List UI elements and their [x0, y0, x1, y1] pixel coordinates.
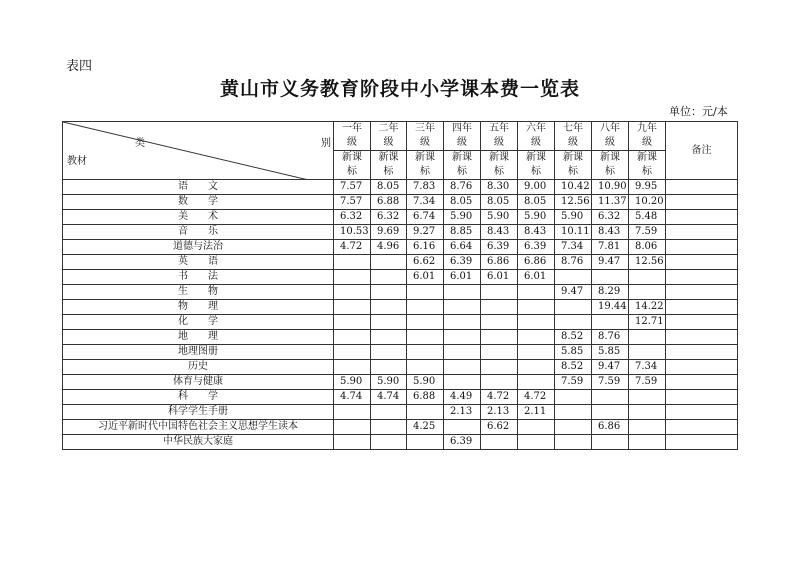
price-cell [371, 345, 407, 360]
grade-header: 一年 级 [334, 122, 371, 151]
price-cell: 2.13 [444, 405, 481, 420]
price-cell [334, 330, 371, 345]
table-row [63, 405, 738, 420]
price-cell: 7.57 [334, 195, 371, 210]
price-cell [518, 420, 555, 435]
price-cell [444, 300, 481, 315]
price-cell: 6.88 [371, 195, 407, 210]
price-cell: 7.59 [555, 375, 592, 390]
table-row [63, 345, 738, 360]
subject-cell: 地理图册 [63, 345, 334, 360]
table-row [63, 420, 738, 435]
price-cell: 6.62 [407, 255, 444, 270]
price-cell [334, 300, 371, 315]
price-cell [555, 405, 592, 420]
remark-cell [666, 210, 738, 225]
price-cell [592, 315, 629, 330]
subject-cell: 历史 [63, 360, 334, 375]
price-cell: 4.74 [334, 390, 371, 405]
price-cell [555, 270, 592, 285]
table-row [63, 180, 738, 195]
table-header [63, 122, 738, 180]
price-cell: 6.64 [444, 240, 481, 255]
table-row [63, 285, 738, 300]
price-cell: 8.30 [481, 180, 518, 195]
price-cell [629, 405, 666, 420]
table-body [63, 180, 738, 450]
price-cell [334, 435, 371, 450]
price-cell [334, 405, 371, 420]
price-cell: 10.53 [334, 225, 371, 240]
grade-header: 三年 级 [407, 122, 444, 151]
remark-cell [666, 345, 738, 360]
price-cell: 8.76 [555, 255, 592, 270]
subject-cell: 科 学 [63, 390, 334, 405]
new-standard-header: 新课 标 [555, 151, 592, 180]
price-cell [407, 345, 444, 360]
price-cell [481, 330, 518, 345]
remark-cell [666, 420, 738, 435]
price-cell: 9.47 [592, 255, 629, 270]
table-row [63, 330, 738, 345]
price-cell: 7.81 [592, 240, 629, 255]
price-cell: 9.95 [629, 180, 666, 195]
subject-cell: 物 理 [63, 300, 334, 315]
price-cell: 5.48 [629, 210, 666, 225]
corner-header-cell [63, 122, 334, 180]
remark-cell [666, 270, 738, 285]
price-cell: 7.59 [592, 375, 629, 390]
price-cell: 14.22 [629, 300, 666, 315]
remark-cell [666, 390, 738, 405]
price-cell: 5.90 [518, 210, 555, 225]
price-cell: 8.05 [518, 195, 555, 210]
price-cell [334, 285, 371, 300]
table-row [63, 240, 738, 255]
grade-header: 六年 级 [518, 122, 555, 151]
price-cell: 8.85 [444, 225, 481, 240]
new-standard-header: 新课 标 [334, 151, 371, 180]
price-cell [334, 345, 371, 360]
table-row [63, 255, 738, 270]
price-cell [592, 435, 629, 450]
price-cell [444, 285, 481, 300]
price-cell: 7.83 [407, 180, 444, 195]
price-cell [371, 420, 407, 435]
price-cell: 9.00 [518, 180, 555, 195]
price-cell [407, 315, 444, 330]
price-cell [555, 390, 592, 405]
price-cell: 6.39 [444, 435, 481, 450]
unit-label: 单位：元/本 [669, 105, 728, 118]
price-cell: 6.32 [334, 210, 371, 225]
price-cell: 12.56 [629, 255, 666, 270]
price-cell [407, 300, 444, 315]
price-cell [407, 285, 444, 300]
remark-cell [666, 375, 738, 390]
price-cell [518, 300, 555, 315]
table-row [63, 300, 738, 315]
remark-cell [666, 300, 738, 315]
price-cell: 9.69 [371, 225, 407, 240]
price-cell [629, 435, 666, 450]
grade-header: 九年 级 [629, 122, 666, 151]
price-cell [334, 420, 371, 435]
price-cell: 4.25 [407, 420, 444, 435]
price-cell: 2.13 [481, 405, 518, 420]
price-cell [444, 420, 481, 435]
price-cell: 6.01 [444, 270, 481, 285]
price-cell: 10.11 [555, 225, 592, 240]
price-cell: 8.76 [592, 330, 629, 345]
price-table [62, 121, 738, 450]
price-cell: 6.62 [481, 420, 518, 435]
new-standard-header: 新课 标 [518, 151, 555, 180]
price-cell [334, 255, 371, 270]
price-cell [518, 285, 555, 300]
subject-cell: 书 法 [63, 270, 334, 285]
price-cell [518, 360, 555, 375]
subject-cell: 数 学 [63, 195, 334, 210]
table-row [63, 360, 738, 375]
price-cell [481, 375, 518, 390]
price-cell: 9.27 [407, 225, 444, 240]
price-cell: 10.90 [592, 180, 629, 195]
price-cell: 12.71 [629, 315, 666, 330]
price-cell: 8.52 [555, 330, 592, 345]
price-cell: 4.96 [371, 240, 407, 255]
price-cell: 4.72 [481, 390, 518, 405]
subject-cell: 语 文 [63, 180, 334, 195]
price-cell: 6.01 [407, 270, 444, 285]
price-cell: 6.88 [407, 390, 444, 405]
price-cell: 7.34 [555, 240, 592, 255]
subject-cell: 道德与法治 [63, 240, 334, 255]
price-cell: 9.47 [592, 360, 629, 375]
price-cell: 5.90 [481, 210, 518, 225]
category-tail-label: 别 [321, 138, 331, 149]
price-cell [407, 330, 444, 345]
price-cell: 8.43 [481, 225, 518, 240]
grade-header: 二年 级 [371, 122, 407, 151]
price-cell [592, 390, 629, 405]
price-cell [334, 270, 371, 285]
new-standard-header: 新课 标 [629, 151, 666, 180]
price-cell: 6.39 [481, 240, 518, 255]
price-cell [444, 330, 481, 345]
price-cell: 11.37 [592, 195, 629, 210]
price-cell [371, 270, 407, 285]
price-cell: 6.86 [518, 255, 555, 270]
price-cell: 5.90 [444, 210, 481, 225]
price-cell: 5.90 [334, 375, 371, 390]
price-cell [444, 360, 481, 375]
new-standard-header: 新课 标 [371, 151, 407, 180]
category-label: 类 [135, 138, 145, 149]
new-standard-header: 新课 标 [407, 151, 444, 180]
price-cell [481, 285, 518, 300]
remark-cell [666, 240, 738, 255]
price-cell: 7.34 [629, 360, 666, 375]
price-cell: 5.85 [592, 345, 629, 360]
price-cell [592, 270, 629, 285]
remark-cell [666, 360, 738, 375]
price-cell [371, 360, 407, 375]
price-cell: 6.86 [592, 420, 629, 435]
price-cell [334, 360, 371, 375]
price-cell: 8.43 [518, 225, 555, 240]
price-cell [371, 330, 407, 345]
grade-header: 四年 级 [444, 122, 481, 151]
table-row [63, 270, 738, 285]
price-cell: 8.29 [592, 285, 629, 300]
price-cell: 4.49 [444, 390, 481, 405]
price-cell [629, 270, 666, 285]
price-cell: 5.90 [407, 375, 444, 390]
table-row [63, 390, 738, 405]
price-cell [371, 255, 407, 270]
table-row [63, 315, 738, 330]
subject-cell: 地 理 [63, 330, 334, 345]
table-row [63, 195, 738, 210]
price-cell: 8.05 [481, 195, 518, 210]
price-cell [629, 285, 666, 300]
price-cell: 8.06 [629, 240, 666, 255]
subject-cell: 化 学 [63, 315, 334, 330]
price-cell [629, 390, 666, 405]
new-standard-header: 新课 标 [481, 151, 518, 180]
price-cell: 4.74 [371, 390, 407, 405]
remark-cell [666, 315, 738, 330]
subject-cell: 习近平新时代中国特色社会主义思想学生读本 [63, 420, 334, 435]
remark-cell [666, 225, 738, 240]
subject-cell: 中华民族大家庭 [63, 435, 334, 450]
price-cell [555, 435, 592, 450]
price-cell: 19.44 [592, 300, 629, 315]
price-cell: 9.47 [555, 285, 592, 300]
price-cell: 6.01 [481, 270, 518, 285]
subject-cell: 体育与健康 [63, 375, 334, 390]
remark-cell [666, 255, 738, 270]
remark-cell [666, 405, 738, 420]
table-row [63, 225, 738, 240]
remark-cell [666, 285, 738, 300]
price-cell: 7.34 [407, 195, 444, 210]
price-cell: 8.52 [555, 360, 592, 375]
price-cell [371, 435, 407, 450]
price-cell: 8.05 [444, 195, 481, 210]
price-cell [518, 315, 555, 330]
price-cell [555, 420, 592, 435]
price-cell: 5.90 [555, 210, 592, 225]
price-cell: 6.32 [592, 210, 629, 225]
price-cell: 10.20 [629, 195, 666, 210]
price-cell [629, 330, 666, 345]
price-cell [444, 375, 481, 390]
diagonal-line [63, 122, 334, 180]
price-cell: 7.57 [334, 180, 371, 195]
price-cell [334, 315, 371, 330]
document-title: 黄山市义务教育阶段中小学课本费一览表 [219, 78, 580, 100]
price-cell: 8.05 [371, 180, 407, 195]
price-cell: 4.72 [334, 240, 371, 255]
price-cell: 7.59 [629, 375, 666, 390]
price-cell [407, 405, 444, 420]
price-cell [407, 435, 444, 450]
grade-header: 五年 级 [481, 122, 518, 151]
remark-cell [666, 180, 738, 195]
grade-header: 八年 级 [592, 122, 629, 151]
subject-cell: 科学学生手册 [63, 405, 334, 420]
remark-cell [666, 195, 738, 210]
remark-cell [666, 435, 738, 450]
price-cell: 8.76 [444, 180, 481, 195]
table-number-label: 表四 [66, 59, 93, 74]
price-cell [481, 345, 518, 360]
price-cell: 4.72 [518, 390, 555, 405]
grade-header: 七年 级 [555, 122, 592, 151]
price-cell: 10.42 [555, 180, 592, 195]
price-cell [629, 345, 666, 360]
price-cell: 6.32 [371, 210, 407, 225]
price-cell: 2.11 [518, 405, 555, 420]
price-cell: 6.74 [407, 210, 444, 225]
remark-cell [666, 330, 738, 345]
price-cell [629, 420, 666, 435]
subject-cell: 英 语 [63, 255, 334, 270]
table-row [63, 375, 738, 390]
remark-header: 备注 [666, 122, 738, 180]
price-cell: 6.01 [518, 270, 555, 285]
price-cell: 6.86 [481, 255, 518, 270]
price-cell [518, 435, 555, 450]
price-cell: 6.16 [407, 240, 444, 255]
price-cell: 8.43 [592, 225, 629, 240]
table-row [63, 435, 738, 450]
price-cell [444, 345, 481, 360]
price-cell [371, 405, 407, 420]
table-row [63, 210, 738, 225]
subject-cell: 音 乐 [63, 225, 334, 240]
price-cell: 6.39 [444, 255, 481, 270]
price-cell [481, 360, 518, 375]
price-cell [518, 345, 555, 360]
price-cell [481, 300, 518, 315]
price-cell [371, 315, 407, 330]
subject-cell: 生 物 [63, 285, 334, 300]
price-cell: 7.59 [629, 225, 666, 240]
price-cell: 12.56 [555, 195, 592, 210]
price-cell [481, 315, 518, 330]
price-cell [371, 300, 407, 315]
new-standard-header: 新课 标 [592, 151, 629, 180]
price-cell [481, 435, 518, 450]
price-cell: 5.90 [371, 375, 407, 390]
price-cell [592, 405, 629, 420]
price-cell [371, 285, 407, 300]
price-cell [444, 315, 481, 330]
price-cell [518, 330, 555, 345]
material-label: 教材 [67, 156, 87, 167]
price-cell [555, 315, 592, 330]
subject-cell: 美 术 [63, 210, 334, 225]
price-cell [407, 360, 444, 375]
price-cell: 5.85 [555, 345, 592, 360]
new-standard-header: 新课 标 [444, 151, 481, 180]
price-cell [555, 300, 592, 315]
price-cell [518, 375, 555, 390]
price-cell: 6.39 [518, 240, 555, 255]
